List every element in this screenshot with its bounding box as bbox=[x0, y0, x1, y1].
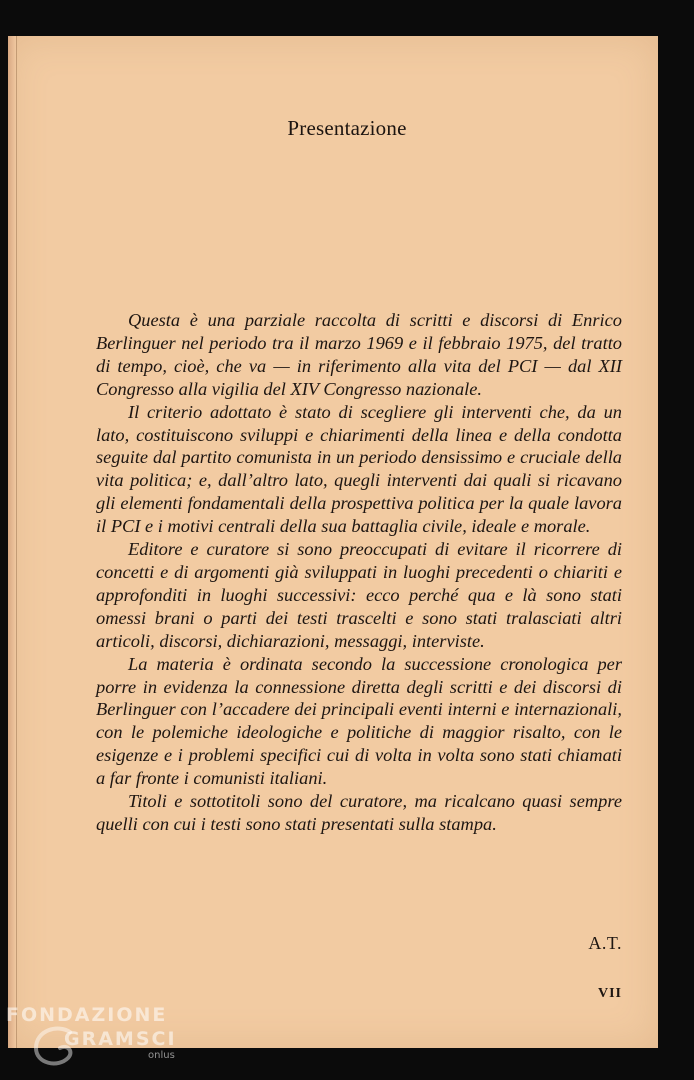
body-text bbox=[96, 309, 622, 836]
author-initials: A.T. bbox=[588, 933, 622, 953]
page-spine-edge bbox=[8, 36, 16, 1048]
fondazione-gramsci-watermark bbox=[6, 1004, 206, 1074]
watermark-suffix: onlus bbox=[148, 1050, 175, 1061]
paragraph: Questa è una parziale raccolta di scritti e discorsi di Enrico Berlinguer nel periodo tra il marzo 1969 e il febbraio 1975, del tratto di tempo, cioè, che va — in riferimento alla vita del PCI — dal XII Congresso alla vigilia del XIV Congresso nazionale. bbox=[96, 310, 622, 399]
paragraph: Titoli e sottotitoli sono del curatore, ma ricalcano quasi sempre quelli con cui i testi sono stati presentati sulla stampa. bbox=[96, 791, 622, 834]
page-number: VII bbox=[597, 986, 622, 1001]
watermark-line-2: GRAMSCI bbox=[64, 1028, 177, 1050]
paragraph: La materia è ordinata secondo la successione cronologica per porre in evidenza la connessione diretta degli scritti e dei discorsi di Berlinguer con l’accadere dei principali eventi interni e internazionali, con le polemiche ideologiche e politiche di maggior risalto, con le esigenze e i problemi specifici cui di volta in volta sono stati chiamati a far fronte i comunisti italiani. bbox=[96, 653, 622, 789]
page-fold-line bbox=[16, 36, 17, 1048]
paragraph: Editore e curatore si sono preoccupati di evitare il ricorrere di concetti e di argomenti già sviluppati in luoghi precedenti o chiariti e approfonditi in luoghi successivi: ecco perché qua e là sono stati omessi brani o parti dei testi trascelti e sono stati tralasciati altri articoli, discorsi, dichiarazioni, messaggi, interviste. bbox=[96, 539, 622, 651]
watermark-line-1: FONDAZIONE bbox=[6, 1004, 168, 1026]
paragraph: Il criterio adottato è stato di scegliere gli interventi che, da un lato, costituiscono sviluppi e chiarimenti della linea e della condotta seguite dal partito comunista in un periodo densissimo e cruciale della vita politica; e, dall’altro lato, quegli interventi dai quali si ricavano gli elementi fondamentali della prospettiva politica per la quale lavora il PCI e i motivi centrali della sua battaglia civile, ideale e morale. bbox=[96, 401, 622, 537]
page-title: Presentazione bbox=[287, 116, 407, 140]
